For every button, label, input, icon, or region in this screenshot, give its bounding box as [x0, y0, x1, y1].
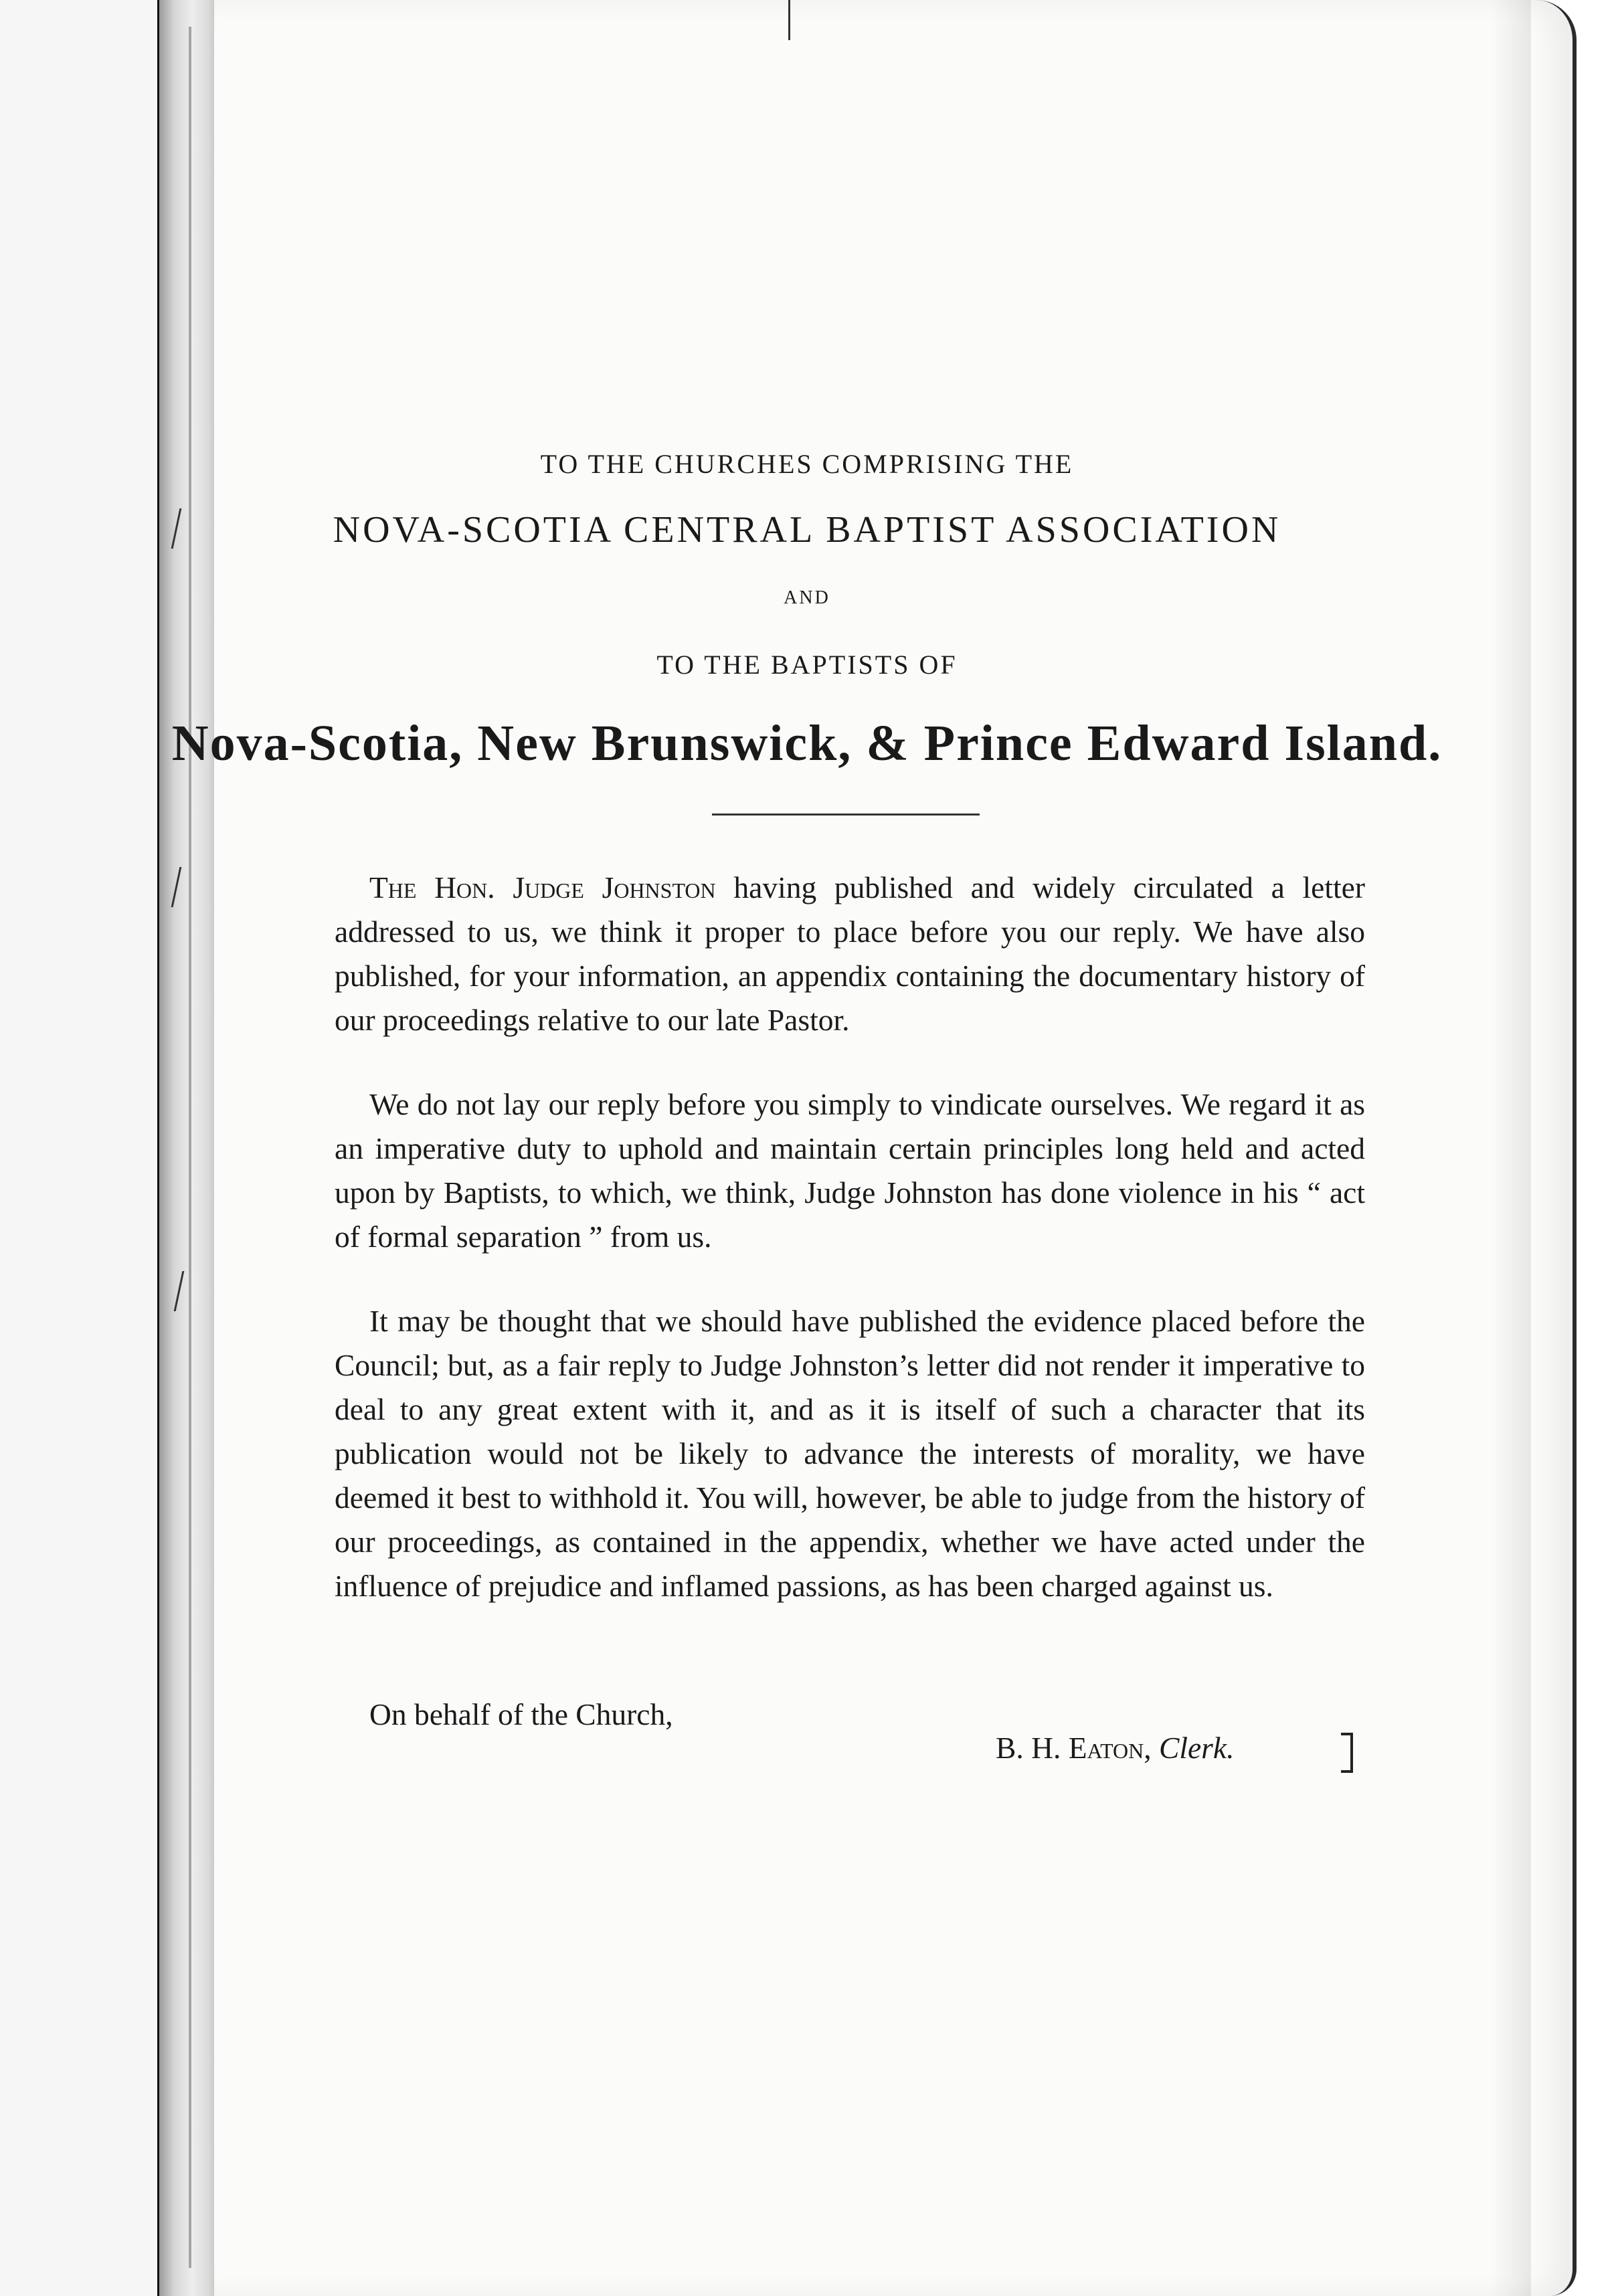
binding-crease — [189, 27, 191, 2268]
closing-line: On behalf of the Church, — [369, 1697, 673, 1731]
paragraph-text: We do not lay our reply before you simply to vindicate ourselves. We regard it as an imperative duty to uphold and maintain certain principles long held and acted upon by Baptists, to which, we think, Judge Johnston has done violence in his “ act of formal separation ” from us. — [335, 1087, 1365, 1254]
paragraph-1 — [335, 866, 1365, 1042]
paragraph-text: It may be thought that we should have published the evidence placed before the Council; but, as a fair reply to Judge Johnston’s letter did not render it imperative to deal to any great extent with it, and as it is itself of such a character that its publication would not be likely to advance the interests of morality, we have deemed it best to withhold it. You will, however, be able to judge from the history of our proceedings, as contained in the appendix, whether we have acted under the influence of prejudice and inflamed passions, as has been charged against us. — [335, 1304, 1365, 1603]
page-edge-shadow — [1491, 0, 1531, 2296]
signature-name: B. H. Eaton, — [996, 1731, 1152, 1765]
page-top-mark — [788, 0, 790, 40]
left-page-edge — [0, 0, 159, 2296]
signature — [996, 1730, 1234, 1765]
signature-role: Clerk. — [1159, 1731, 1235, 1765]
header-line-association: NOVA-SCOTIA CENTRAL BAPTIST ASSOCIATION — [333, 509, 1281, 551]
paragraph-3 — [335, 1299, 1365, 1608]
header-line-baptists-of: TO THE BAPTISTS OF — [656, 650, 958, 680]
paragraph-lead-name: The Hon. Judge Johnston — [369, 870, 716, 904]
header-line-and: AND — [784, 587, 830, 608]
closing-bracket-mark — [1341, 1733, 1353, 1773]
header-line-provinces: Nova-Scotia, New Brunswick, & Prince Edward Island. — [171, 715, 1443, 771]
paragraph-text: having published and widely circulated a letter addressed to us, we think it proper to place before you our reply. We have also published, for your information, an appendix containing the documentary history of our proceedings relative to our late Pastor. — [335, 870, 1365, 1037]
paragraph-2 — [335, 1082, 1365, 1259]
header-divider — [712, 814, 980, 816]
header-line-churches: TO THE CHURCHES COMPRISING THE — [540, 449, 1074, 479]
